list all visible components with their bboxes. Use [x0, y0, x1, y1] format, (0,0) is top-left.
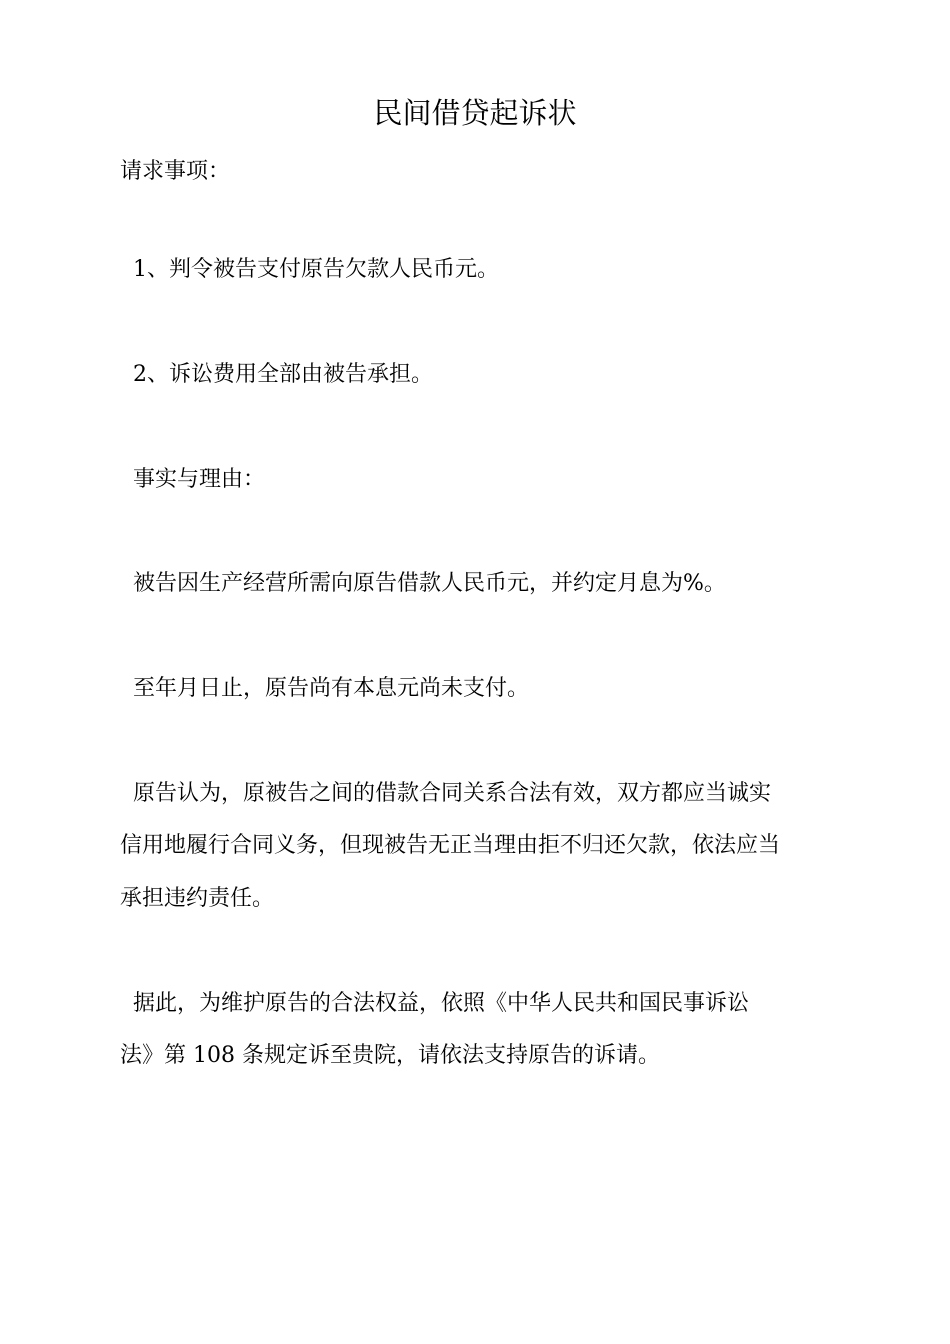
argument-line-2: 信用地履行合同义务，但现被告无正当理由拒不归还欠款，依法应当 — [120, 833, 781, 858]
conclusion-line-1: 据此，为维护原告的合法权益，依照《中华人民共和国民事诉讼 — [133, 991, 750, 1016]
facts-paragraph-loan: 被告因生产经营所需向原告借款人民币元，并约定月息为%。 — [133, 571, 726, 596]
argument-line-3: 承担违约责任。 — [120, 886, 275, 911]
claim-item-1: 1、判令被告支付原告欠款人民币元。 — [133, 257, 499, 282]
facts-paragraph-outstanding: 至年月日止，原告尚有本息元尚未支付。 — [133, 676, 530, 701]
claims-heading: 请求事项： — [120, 159, 231, 184]
conclusion-line-2: 法》第 108 条规定诉至贵院，请依法支持原告的诉请。 — [120, 1043, 660, 1068]
claim-item-2: 2、诉讼费用全部由被告承担。 — [133, 362, 433, 387]
facts-heading: 事实与理由： — [133, 467, 266, 492]
document-title: 民间借贷起诉状 — [373, 96, 577, 130]
argument-line-1: 原告认为，原被告之间的借款合同关系合法有效，双方都应当诚实 — [133, 781, 772, 806]
